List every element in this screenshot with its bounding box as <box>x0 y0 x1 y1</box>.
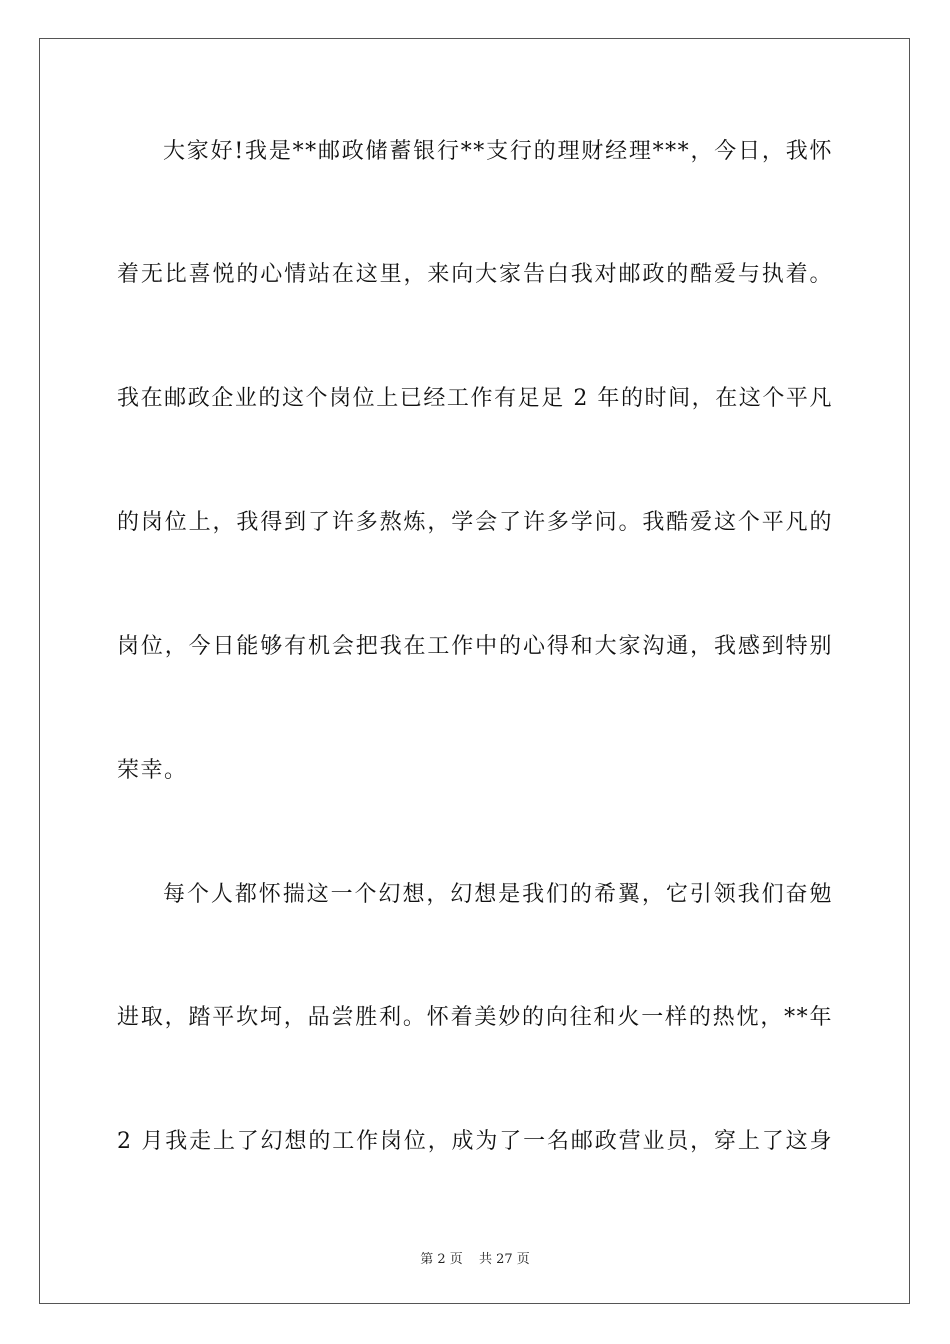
paragraph-line-2: 着无比喜悦的心情站在这里，来向大家告白我对邮政的酷爱与执着。 <box>117 262 833 287</box>
paragraph-line-1: 大家好!我是**邮政储蓄银行**支行的理财经理***，今日，我怀 <box>163 139 833 164</box>
paragraph-line-3: 我在邮政企业的这个岗位上已经工作有足足 2 年的时间，在这个平凡 <box>117 386 833 411</box>
paragraph-line-9: 2 月我走上了幻想的工作岗位，成为了一名邮政营业员，穿上了这身 <box>117 1129 833 1154</box>
page-footer <box>0 1248 950 1267</box>
page-number: 第 2 页 <box>420 1252 463 1267</box>
paragraph-line-4: 的岗位上，我得到了许多熬炼，学会了许多学问。我酷爱这个平凡的 <box>117 510 833 535</box>
paragraph-line-8: 进取，踏平坎坷，品尝胜利。怀着美妙的向往和火一样的热忱，**年 <box>117 1005 833 1030</box>
page-frame <box>39 38 910 1304</box>
paragraph-line-5: 岗位，今日能够有机会把我在工作中的心得和大家沟通，我感到特别 <box>117 634 833 659</box>
page-total: 共 27 页 <box>478 1252 530 1267</box>
paragraph-line-7: 每个人都怀揣这一个幻想，幻想是我们的希翼，它引领我们奋勉 <box>163 882 833 907</box>
paragraph-line-6: 荣幸。 <box>117 758 188 783</box>
